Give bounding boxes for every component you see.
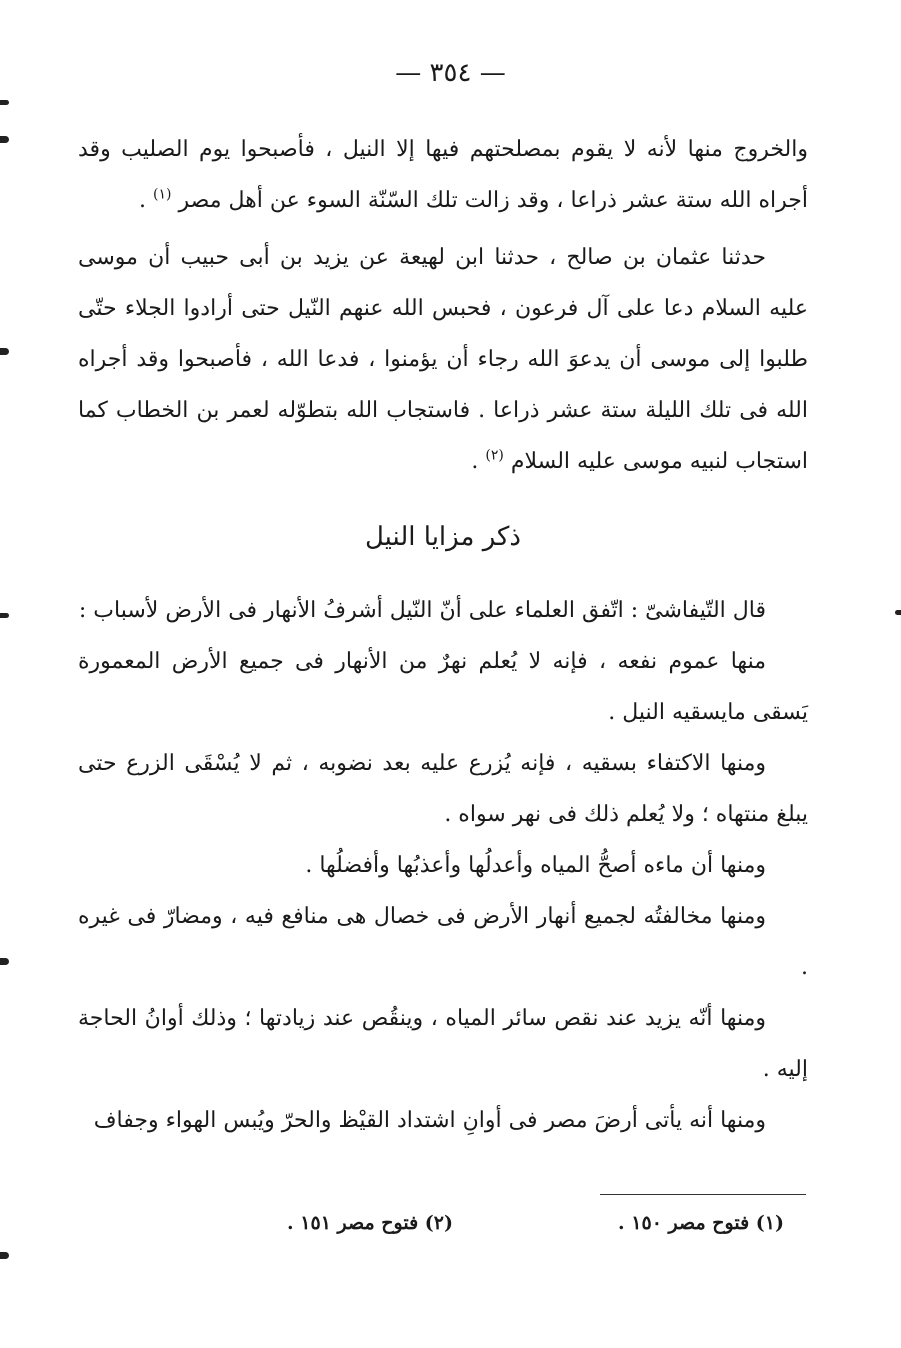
end-mark: . [471, 449, 479, 474]
paragraph-text: والخروج منها لأنه لا يقوم بمصلحتهم فيها إلا النيل ، فأصبحوا يوم الصليب وقد أجراه الله ستة عشر ذراعا ، وقد زالت تلك السّنّة السوء عن أهل مصر [78, 137, 808, 213]
paragraph-8: ومنها أنّه يزيد عند نقص سائر المياه ، وينقُص عند زيادتها ؛ وذلك أوانُ الحاجة إليه . [78, 1006, 808, 1082]
footnote-2: (٢) فتوح مصر ١٥١ . [287, 1212, 453, 1234]
footnote-ref-2[interactable]: (٢) [485, 447, 504, 464]
paragraph-text: حدثنا عثمان بن صالح ، حدثنا ابن لهيعة عن يزيد بن أبى حبيب أن موسى عليه السلام دعا على آل فرعون ، فحبس الله عنهم النّيل حتى أرادوا الجلاء حتّى طلبوا إلى موسى أن يدعوَ الله رجاء أن يؤمنوا ، فدعا الله ، فأصبحوا وقد أجراه الله فى تلك الليلة ستة عشر ذراعا . فاستجاب الله بتطوّله لعمر بن الخطاب كما استجاب لنبيه موسى عليه السلام [78, 245, 808, 474]
paragraph-2 [78, 232, 808, 487]
scan-edge-mark [0, 958, 9, 965]
footnote-1: (١) فتوح مصر ١٥٠ . [618, 1212, 784, 1234]
paragraph-1 [78, 124, 808, 226]
paragraph-5: ومنها الاكتفاء بسقيه ، فإنه يُزرع عليه بعد نضوبه ، ثم لا يُسْقَى الزرع حتى يبلغ منتهاه ؛ ولا يُعلم ذلك فى نهر سواه . [78, 751, 808, 827]
section-heading: ذكر مزايا النيل [364, 522, 521, 552]
scan-edge-mark [0, 1252, 9, 1259]
scan-edge-mark [0, 136, 9, 143]
page-body [78, 124, 808, 1146]
end-mark: . [139, 188, 147, 213]
paragraph-4: منها عموم نفعه ، فإنه لا يُعلم نهرٌ من الأنهار فى جميع الأرض المعمورة يَسقى مايسقيه النيل . [78, 649, 808, 725]
footnote-divider [600, 1194, 806, 1195]
footnote-ref-1[interactable]: (١) [153, 186, 172, 203]
scan-edge-mark [0, 348, 9, 355]
paragraph-9: ومنها أنه يأتى أرضَ مصر فى أوانِ اشتداد القيْظ والحرّ ويُبس الهواء وجفاف [93, 1108, 766, 1133]
scan-edge-mark [0, 613, 9, 618]
paragraph-3: قال التّيفاشىّ : اتّفق العلماء على أنّ النّيل أشرفُ الأنهار فى الأرض لأسباب : [78, 598, 766, 623]
paragraph-7: ومنها مخالفتُه لجميع أنهار الأرض فى خصال هى منافع فيه ، ومضارّ فى غيره . [78, 904, 808, 980]
footnotes [78, 1212, 808, 1242]
scan-edge-mark [0, 100, 9, 105]
scan-edge-mark [895, 610, 901, 615]
paragraph-6: ومنها أن ماءه أصحُّ المياه وأعدلُها وأعذبُها وأفضلُها . [305, 853, 766, 878]
page-number: — ٣٥٤ — [395, 58, 506, 88]
